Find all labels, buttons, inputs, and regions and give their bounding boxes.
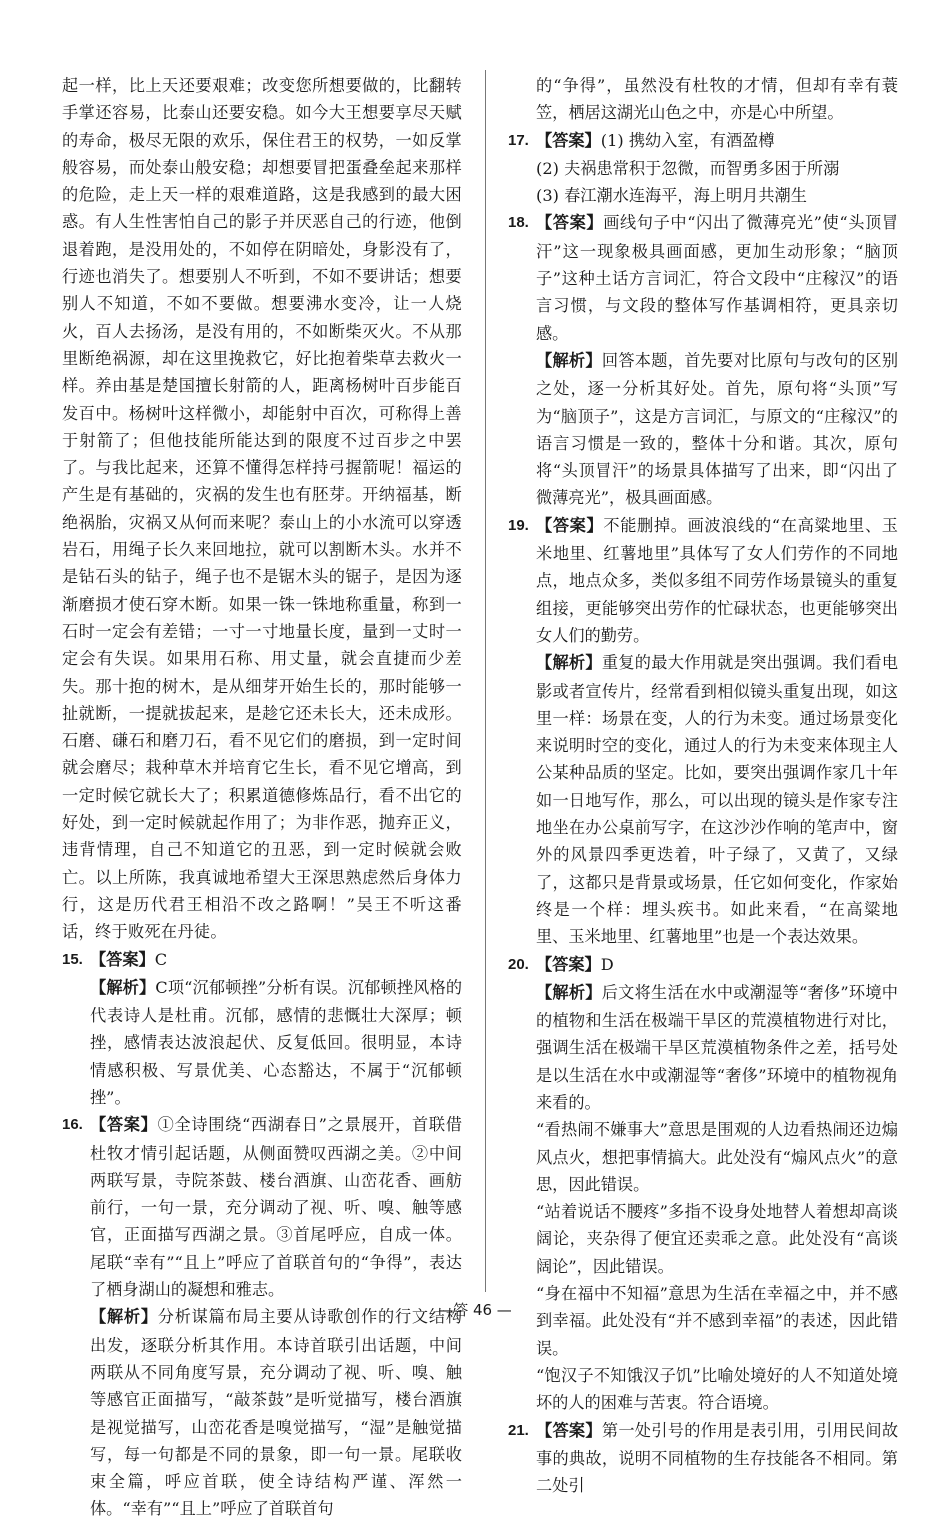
question-20 (508, 951, 898, 979)
question-number: 19. (508, 516, 529, 534)
question-number: 21. (508, 1421, 529, 1439)
answer-tag: 【答案】 (536, 214, 604, 233)
question-19 (508, 512, 898, 649)
answer-tag: 【答案】 (90, 1116, 158, 1135)
question-number: 20. (508, 955, 529, 973)
analysis-tag: 【解析】 (536, 983, 602, 1002)
analysis-15 (62, 974, 462, 1111)
analysis-20-note: “站着说话不腰疼”多指不设身处地替人着想却高谈阔论，夹杂得了便宜还卖乖之意。此处没有“高谈阔论”，因此错误。 (536, 1202, 898, 1276)
analysis-tag: 【解析】 (536, 654, 602, 673)
question-15 (62, 946, 462, 974)
translation-passage: 起一样，比上天还要艰难；改变您所想要做的，比翻转手掌还容易，比泰山还要安稳。如今大王想要享尽天赋的寿命，极尽无限的欢乐，保住君王的权势，一如反掌般容易，而处泰山般安稳；却想要冒把蛋叠垒起来那样的危险，走上天一样的艰难道路，这是我感到的最大困惑。有人生性害怕自己的影子并厌恶自己的行迹，他倒退着跑，是没用处的，不如停在阴暗处，身影没有了，行迹也消失了。想要别人不听到，不如不要讲话；想要别人不知道，不如不要做。想要沸水变冷，让一人烧火，百人去扬汤，是没有用的，不如断柴灭火。不从那里断绝祸源，却在这里挽救它，好比抱着柴草去救火一样。养由基是楚国擅长射箭的人，距离杨树叶百步能百发百中。杨树叶这样微小，却能射中百次，可称得上善于射箭了；但他技能所能达到的限度不过百步之中罢了。与我比起来，还算不懂得怎样持弓握箭呢！福运的产生是有基础的，灾祸的发生也有胚芽。开纳福基，断绝祸胎，灾祸又从何而来呢？泰山上的小水流可以穿透岩石，用绳子长久来回地拉，就可以割断木头。水并不是钻石头的钻子，绳子也不是锯木头的锯子，是因为逐渐磨损才使石穿木断。如果一铢一铢地称重量，称到一石时一定会有差错；一寸一寸地量长度，量到一丈时一定会有失误。如果用石称、用丈量，就会直捷而少差失。那十抱的树木，是从细芽开始生长的，那时能够一扯就断，一提就拔起来，是趁它还未长大，还未成形。石磨、磏石和磨刀石，看不见它们的磨损，到一定时间就会磨尽；栽种草木并培育它生长，看不见它增高，到一定时候它就长大了；积累道德修炼品行，看不出它的好处，到一定时候就起作用了；为非作恶，抛弃正义，违背情理，自己不知道它的丑恶，到一定时候就会败亡。以上所陈，我真诚地希望大王深思熟虑然后身体力行，这是历代君王相沿不改之路啊！”吴王不听这番话，终于败死在丹徒。 (62, 76, 462, 942)
answer-text: 不能删掉。画波浪线的“在高粱地里、玉米地里、红薯地里”具体写了女人们劳作的不同地点，地点众多，类似多组不同劳作场景镜头的重复组接，更能够突出劳作的忙碌状态，也更能够突出女人们的勤劳。 (536, 515, 898, 645)
analysis-text: 后文将生活在水中或潮湿等“奢侈”环境中的植物和生活在极端干旱区的荒漠植物进行对比，强调生活在极端干旱区荒漠植物条件之差，括号处是以生活在水中或潮湿等“奢侈”环境中的植物视角来看的。 (536, 982, 898, 1112)
analysis-20-note: “饱汉子不知饿汉子饥”比喻处境好的人不知道处境坏的人的困难与苦衷。符合语境。 (536, 1365, 898, 1413)
question-number: 18. (508, 214, 529, 232)
analysis-20-note: “看热闹不嫌事大”意思是围观的人边看热闹还边煽风点火，想把事情搞大。此处没有“煽风点火”的意思，因此错误。 (536, 1120, 898, 1194)
column-divider (485, 70, 486, 1292)
question-number: 15. (62, 950, 83, 968)
analysis-16-continued: 的“争得”，虽然没有杜牧的才情，但却有幸有蓑笠，栖居这湖光山色之中，亦是心中所望。 (536, 76, 898, 123)
answer-text: C (154, 949, 168, 969)
question-21 (508, 1417, 898, 1500)
analysis-text: 回答本题，首先要对比原句与改句的区别之处，逐一分析其好处。首先，原句将“头顶”写为“脑顶子”，这是方言词汇，与原文的“庄稼汉”的语言习惯是一致的，整体十分和谐。其次，原句将“头顶冒汗”的场景具体描写了出来，即“闪出了微薄亮光”，极具画面感。 (536, 350, 899, 508)
analysis-tag: 【解析】 (536, 351, 602, 370)
answer-line-2: (2) 夫祸患常积于忽微，而智勇多困于所溺 (536, 158, 840, 178)
answer-text: 画线句子中“闪出了微薄亮光”使“头顶冒汗”这一现象极具画面感，更加生动形象；“脑顶子”这种土话方言词汇，符合文段中“庄稼汉”的语言习惯，与文段的整体写作基调相符，更具亲切感。 (536, 213, 899, 343)
answer-tag: 【答案】 (90, 950, 155, 969)
answer-tag: 【答案】 (536, 955, 601, 974)
analysis-text: 重复的最大作用就是突出强调。我们看电影或者宣传片，经常看到相似镜头重复出现，如这里一样：场景在变，人的行为未变。通过场景变化来说明时空的变化，通过人的行为未变来体现主人公某种品质的坚定。比如，要突出强调作家几十年如一日地写作，那么，可以出现的镜头是作家专注地坐在办公桌前写字，在这沙沙作响的笔声中，窗外的风景四季更迭着，叶子绿了，又黄了，又绿了，这都只是背景或场景，任它如何变化，作家始终是一个样：埋头疾书。如此来看，“在高粱地里、玉米地里、红薯地里”也是一个表达效果。 (536, 653, 899, 947)
page-number: —答 46 — (438, 1301, 512, 1319)
analysis-18 (508, 347, 898, 512)
question-number: 16. (62, 1116, 83, 1134)
right-column (508, 72, 898, 1499)
question-17 (508, 127, 898, 155)
analysis-tag: 【解析】 (90, 978, 156, 997)
analysis-20 (508, 979, 898, 1116)
analysis-19 (508, 649, 898, 950)
answer-line-1: (1) 携幼入室，有酒盈樽 (600, 130, 775, 150)
analysis-text: C项“沉郁顿挫”分析有误。沉郁顿挫风格的代表诗人是杜甫。沉郁，感情的悲慨壮大深厚；顿挫，感情表达波浪起伏、反复低回。很明显，本诗情感积极、写景优美、心态豁达，不属于“沉郁顿挫”。 (90, 977, 463, 1107)
answer-tag: 【答案】 (536, 131, 601, 150)
question-18 (508, 209, 898, 346)
question-16 (62, 1111, 462, 1303)
answer-tag: 【答案】 (536, 1421, 602, 1440)
analysis-text: 分析谋篇布局主要从诗歌创作的行文结构出发，逐联分析其作用。本诗首联引出话题，中间两联从不同角度写景，充分调动了视、听、嗅、触等感官正面描写，“敲茶鼓”是听觉描写，楼台酒旗是视觉描写，山峦花香是嗅觉描写，“湿”是触觉描写，每一句都是不同的景象，即一句一景。尾联收束全篇，呼应首联，使全诗结构严谨、浑然一体。“幸有”“且上”呼应了首联首句 (90, 1307, 463, 1519)
analysis-16 (62, 1303, 462, 1522)
analysis-20-note: “身在福中不知福”意思为生活在幸福之中，并不感到幸福。此处没有“并不感到幸福”的表述，因此错误。 (536, 1284, 898, 1358)
analysis-tag: 【解析】 (90, 1308, 158, 1327)
question-number: 17. (508, 131, 529, 149)
answer-tag: 【答案】 (536, 516, 604, 535)
answer-text: 第一处引号的作用是表引用，引用民间故事的典故，说明不同植物的生存技能各不相同。第二处引 (536, 1420, 899, 1496)
answer-text: D (600, 954, 614, 974)
answer-text: ①全诗围绕“西湖春日”之景展开，首联借杜牧才情引起话题，从侧面赞叹西湖之美。②中间两联写景，寺院茶鼓、楼台酒旗、山峦花香、画舫前行，一句一景，充分调动了视、听、嗅、触等感官，正面描写西湖之景。③首尾呼应，自成一体。尾联“幸有”“且上”呼应了首联首句的“争得”，表达了栖身湖山的凝想和雅志。 (90, 1115, 462, 1300)
answer-line-3: (3) 春江潮水连海平，海上明月共潮生 (536, 186, 807, 206)
